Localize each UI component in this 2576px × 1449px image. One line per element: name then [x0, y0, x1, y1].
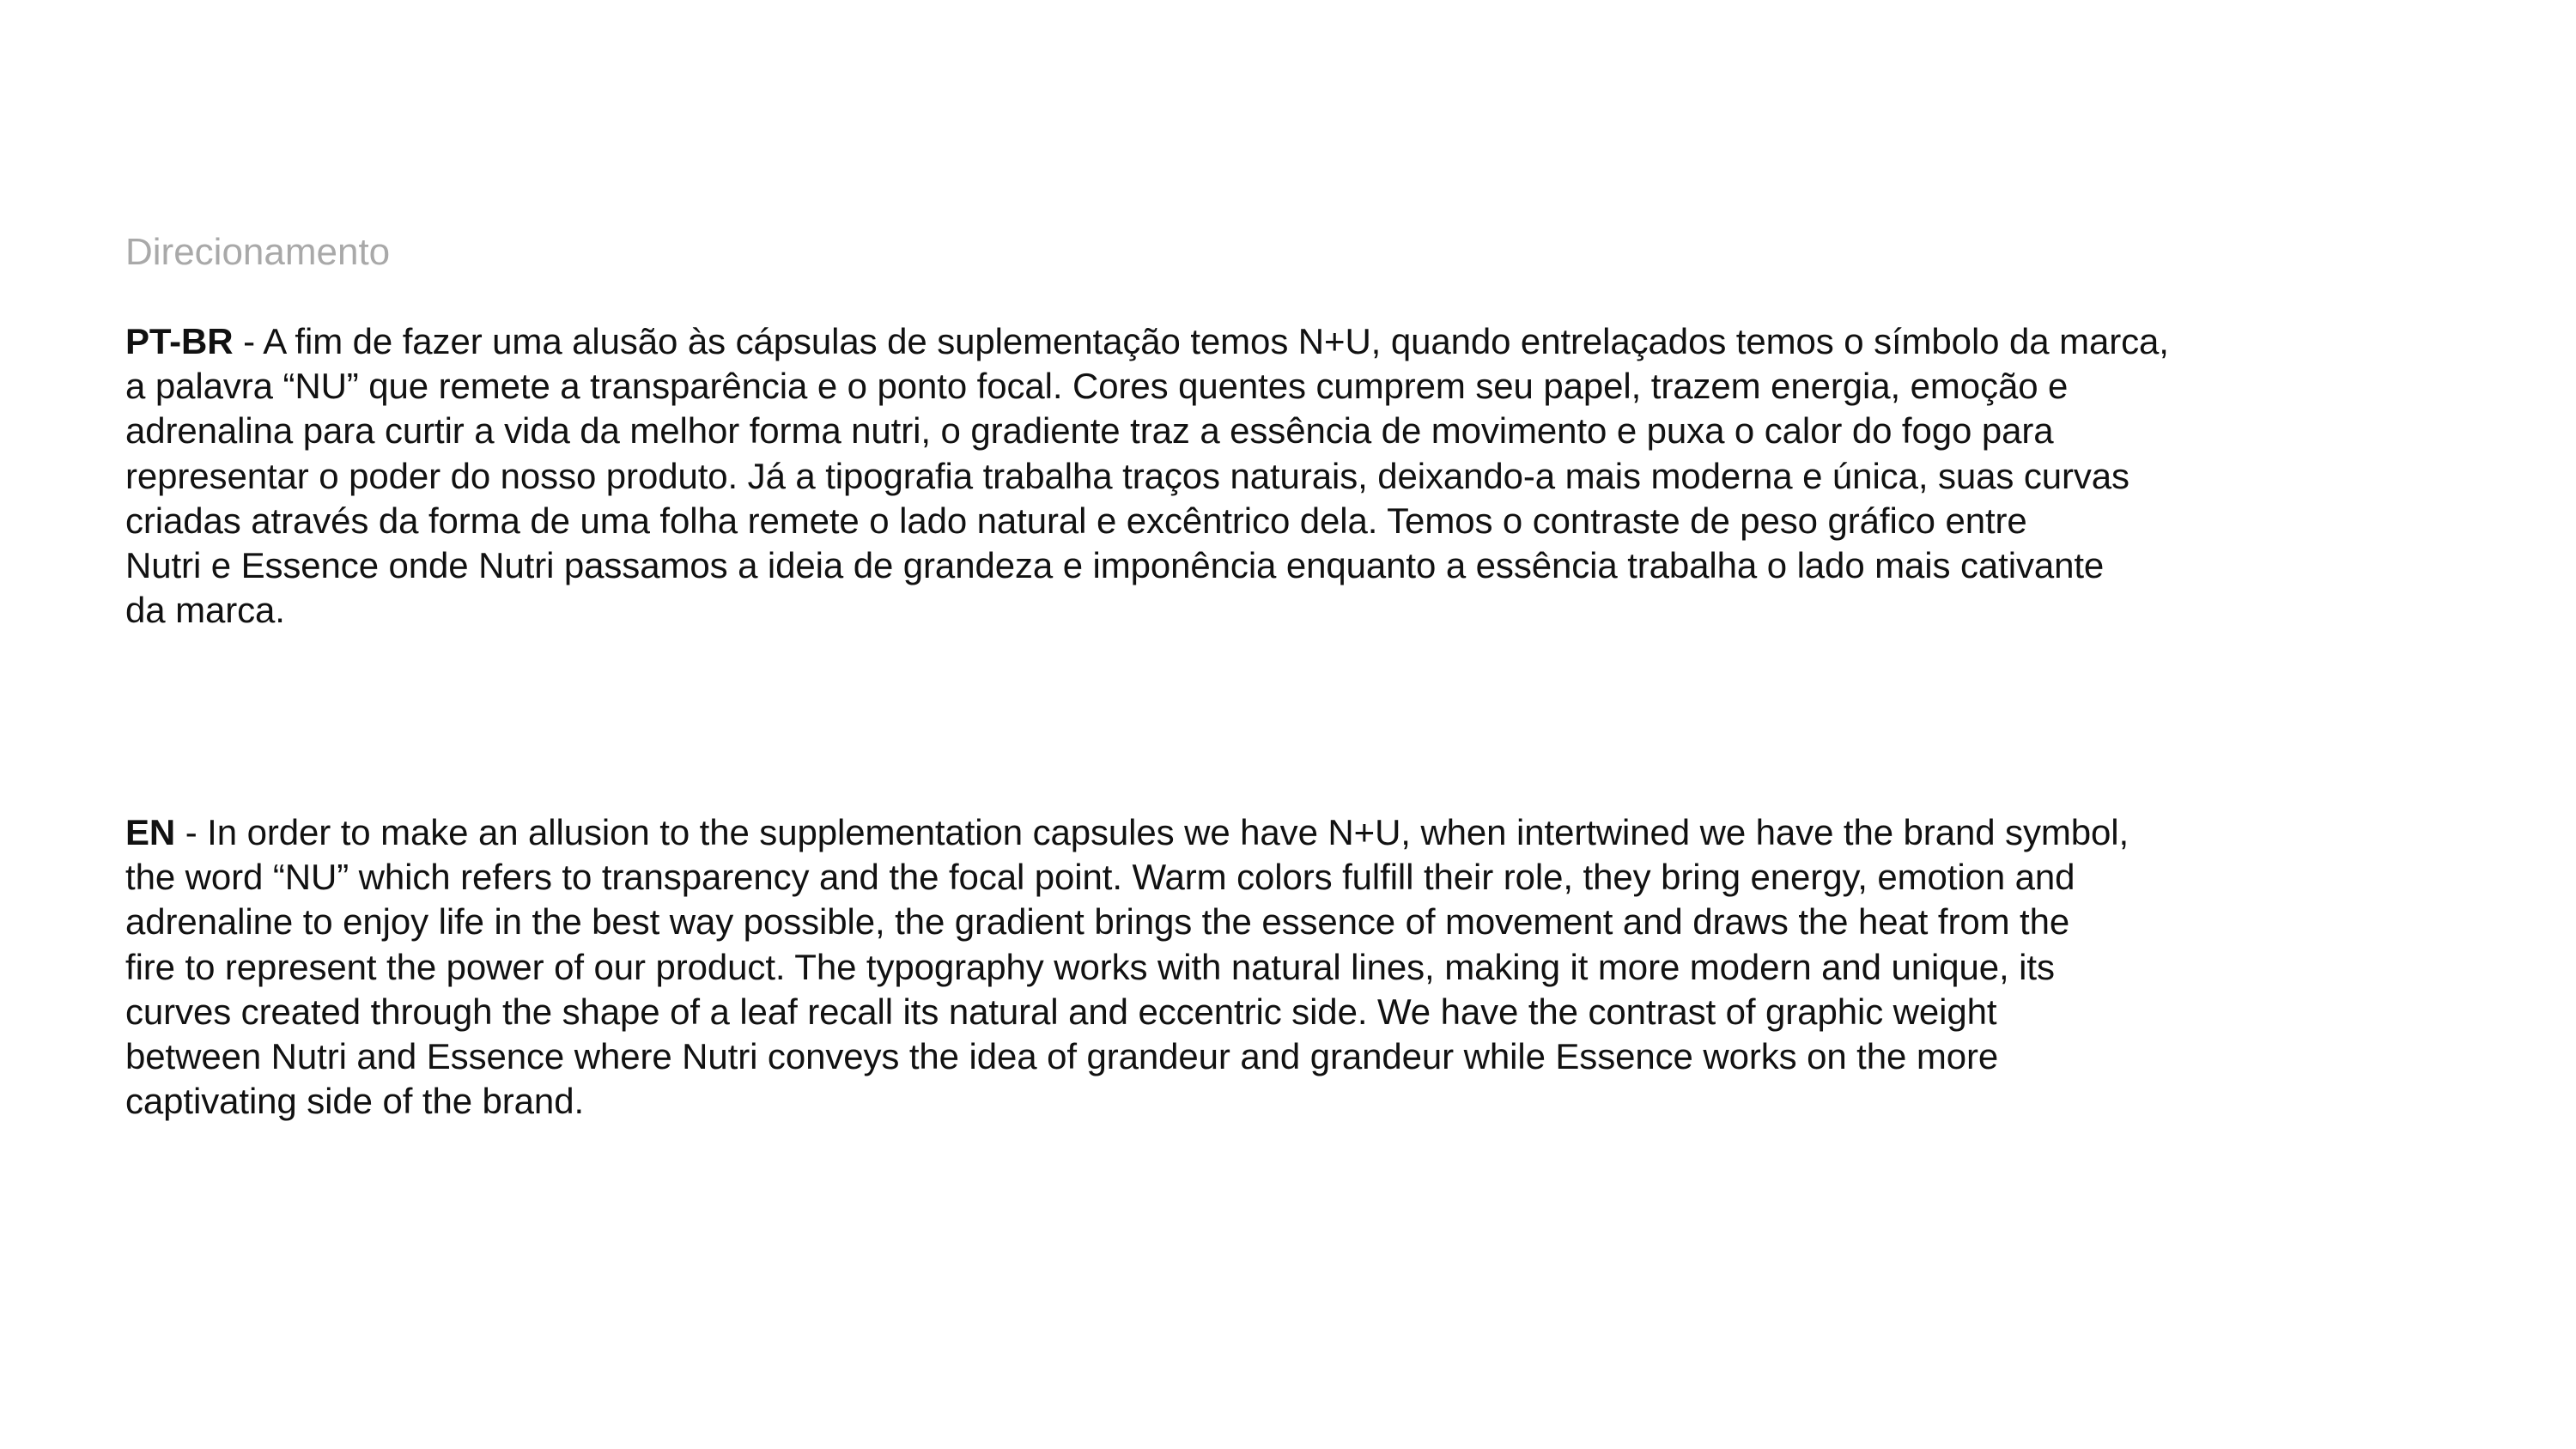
paragraph-line: the word “NU” which refers to transparency and the focal point. Warm colors fulfill their role, they bring energy, emotion and	[125, 857, 2075, 898]
line-text: - In order to make an allusion to the supplementation capsules we have N+U, when intertwined we have the brand symbol,	[175, 812, 2129, 852]
language-label: EN	[125, 812, 176, 852]
line-text: - A fim de fazer uma alusão às cápsulas de suplementação temos N+U, quando entrelaçados temos o símbolo da marca,	[233, 321, 2169, 361]
paragraph-line	[125, 319, 2461, 364]
paragraph-line: a palavra “NU” que remete a transparência e o ponto focal. Cores quentes cumprem seu papel, trazem energia, emoção e	[125, 366, 2069, 407]
paragraph-line: between Nutri and Essence where Nutri conveys the idea of grandeur and grandeur while Essence works on the more	[125, 1036, 1999, 1077]
paragraph-pt-br	[125, 319, 2461, 633]
paragraph-en	[125, 810, 2461, 1124]
language-label: PT-BR	[125, 321, 234, 361]
paragraph-line: curves created through the shape of a leaf recall its natural and eccentric side. We have the contrast of graphic weight	[125, 991, 1997, 1032]
paragraph-line: criadas através da forma de uma folha remete o lado natural e excêntrico dela. Temos o contraste de peso gráfico entre	[125, 500, 2027, 541]
paragraph-line: fire to represent the power of our product. The typography works with natural lines, making it more modern and unique, its	[125, 946, 2055, 987]
paragraph-line: representar o poder do nosso produto. Já a tipografia trabalha traços naturais, deixando-a mais moderna e única, suas curvas	[125, 455, 2129, 496]
section-heading: Direcionamento	[125, 231, 391, 273]
paragraph-line: adrenaline to enjoy life in the best way possible, the gradient brings the essence of movement and draws the heat from the	[125, 901, 2070, 943]
paragraph-line: captivating side of the brand.	[125, 1081, 585, 1122]
paragraph-line: Nutri e Essence onde Nutri passamos a ideia de grandeza e imponência enquanto a essência trabalha o lado mais cativante	[125, 545, 2105, 586]
paragraph-line: adrenalina para curtir a vida da melhor forma nutri, o gradiente traz a essência de movimento e puxa o calor do fogo para	[125, 410, 2054, 452]
paragraph-line: da marca.	[125, 590, 285, 631]
paragraph-line	[125, 810, 2461, 855]
